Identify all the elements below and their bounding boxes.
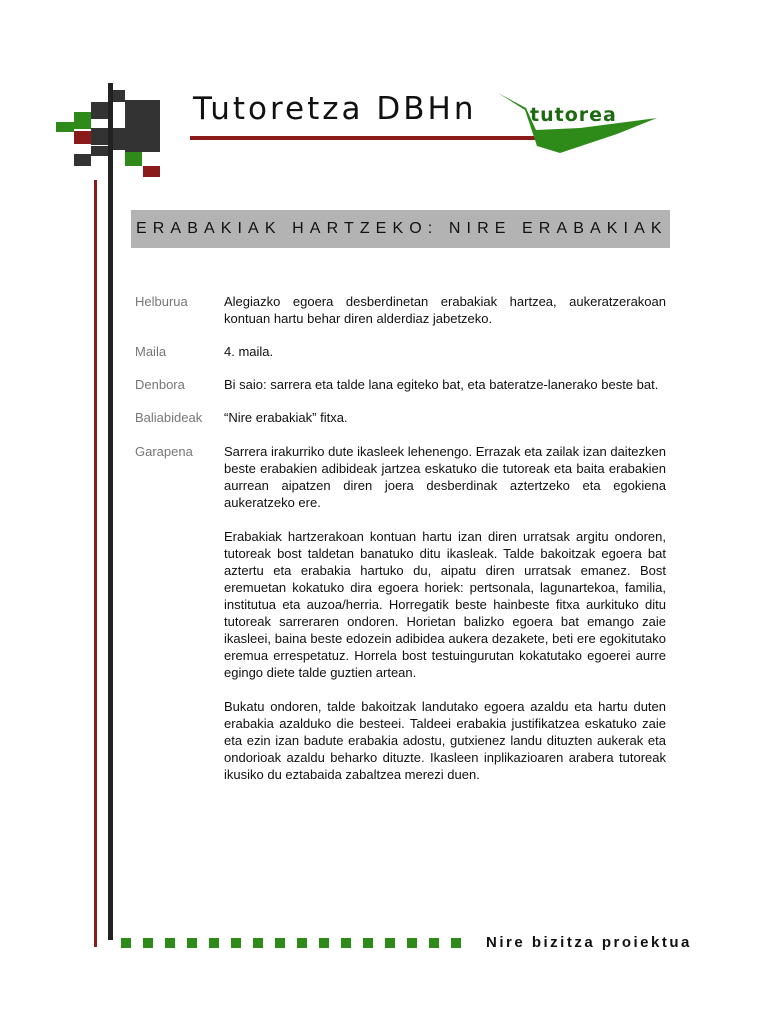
footer-square — [407, 938, 417, 948]
garapena-paragraph: Sarrera irakurriko dute ikasleek lehenengo. Errazak eta zailak izan daitezken beste erabakien adibideak jartzea eskatuko die tutoreak eta baita erabakien aurrean aipatzen diren joera desberdinak aztertzeko eta egokiena aukeratzeko ere. — [224, 444, 666, 510]
section-title-bar — [131, 210, 670, 248]
row-value-maila: 4. maila. — [224, 344, 274, 359]
footer-square — [363, 938, 373, 948]
garapena-paragraph: Erabakiak hartzerakoan kontuan hartu izan diren urratsak argitu ondoren, tutoreak bost taldetan banatuko ditu ikasleak. Talde bakoitzak egoera bat aztertu eta erabakia hartuko du, aipatu diren urratsak emanez. Bost eremuetan kokatuko dira egoera horiek: pertsonala, lagunartekoa, familia, institutua eta auzoa/herria. Horregatik beste hainbeste fitxa aurkituko ditu tutoreak sarreraren ondoren. Horietan balizko egoera bat emango zaie ikasleei, baina beste edozein adibidea aukera dezakete, beti ere egokitutako eremua errespetatuz. Horrela bost testuingurutan kokatutako egoerei aurre egingo diete talde guztien artean. — [224, 529, 666, 680]
footer-square — [297, 938, 307, 948]
footer-square — [231, 938, 241, 948]
footer-square — [341, 938, 351, 948]
header-divider — [190, 136, 535, 140]
footer-square — [121, 938, 131, 948]
row-value-baliabideak: “Nire erabakiak” fitxa. — [224, 410, 348, 425]
row-label-denbora: Denbora — [135, 377, 185, 392]
logo-wordmark: tutorea — [530, 104, 617, 126]
row-label-maila: Maila — [135, 344, 167, 359]
section-title: ERABAKIAK HARTZEKO: NIRE ERABAKIAK — [136, 220, 668, 237]
footer-square — [451, 938, 461, 948]
footer-square — [275, 938, 285, 948]
footer-square — [385, 938, 395, 948]
footer-square — [319, 938, 329, 948]
footer-square — [187, 938, 197, 948]
row-label-helburua: Helburua — [135, 294, 188, 309]
row-value-garapena — [224, 443, 666, 783]
row-value-helburua: Alegiazko egoera desberdinetan erabakiak hartzea, aukeratzerakoan kontuan hartu behar diren alderdiaz jabetzeko. — [224, 294, 666, 326]
row-label-garapena: Garapena — [135, 444, 193, 459]
row-value-denbora: Bi saio: sarrera eta talde lana egiteko bat, eta bateratze-lanerako beste bat. — [224, 377, 659, 392]
footer-square — [209, 938, 219, 948]
footer-square — [253, 938, 263, 948]
footer-square — [165, 938, 175, 948]
footer-square — [143, 938, 153, 948]
footer-title: Nire bizitza proiektua — [486, 934, 692, 951]
page-header-title: Tutoretza DBHn — [193, 91, 477, 127]
footer-square — [429, 938, 439, 948]
row-label-baliabideak: Baliabideak — [135, 410, 203, 425]
tutorea-logo — [492, 90, 662, 160]
garapena-paragraph: Bukatu ondoren, talde bakoitzak landutako egoera azaldu eta hartu duten erabakia azalduko die besteei. Taldeei erabakia justifikatzea eskatuko zaie eta ezin izan badute erabakia adostu, gutxienez landu dituzten aukerak eta ondorioak azaldu beharko dituzte. Ikasleen inplikazioaren arabera tutoreak ikusiko du eztabaida zabaltzea merezi duen. — [224, 699, 666, 782]
